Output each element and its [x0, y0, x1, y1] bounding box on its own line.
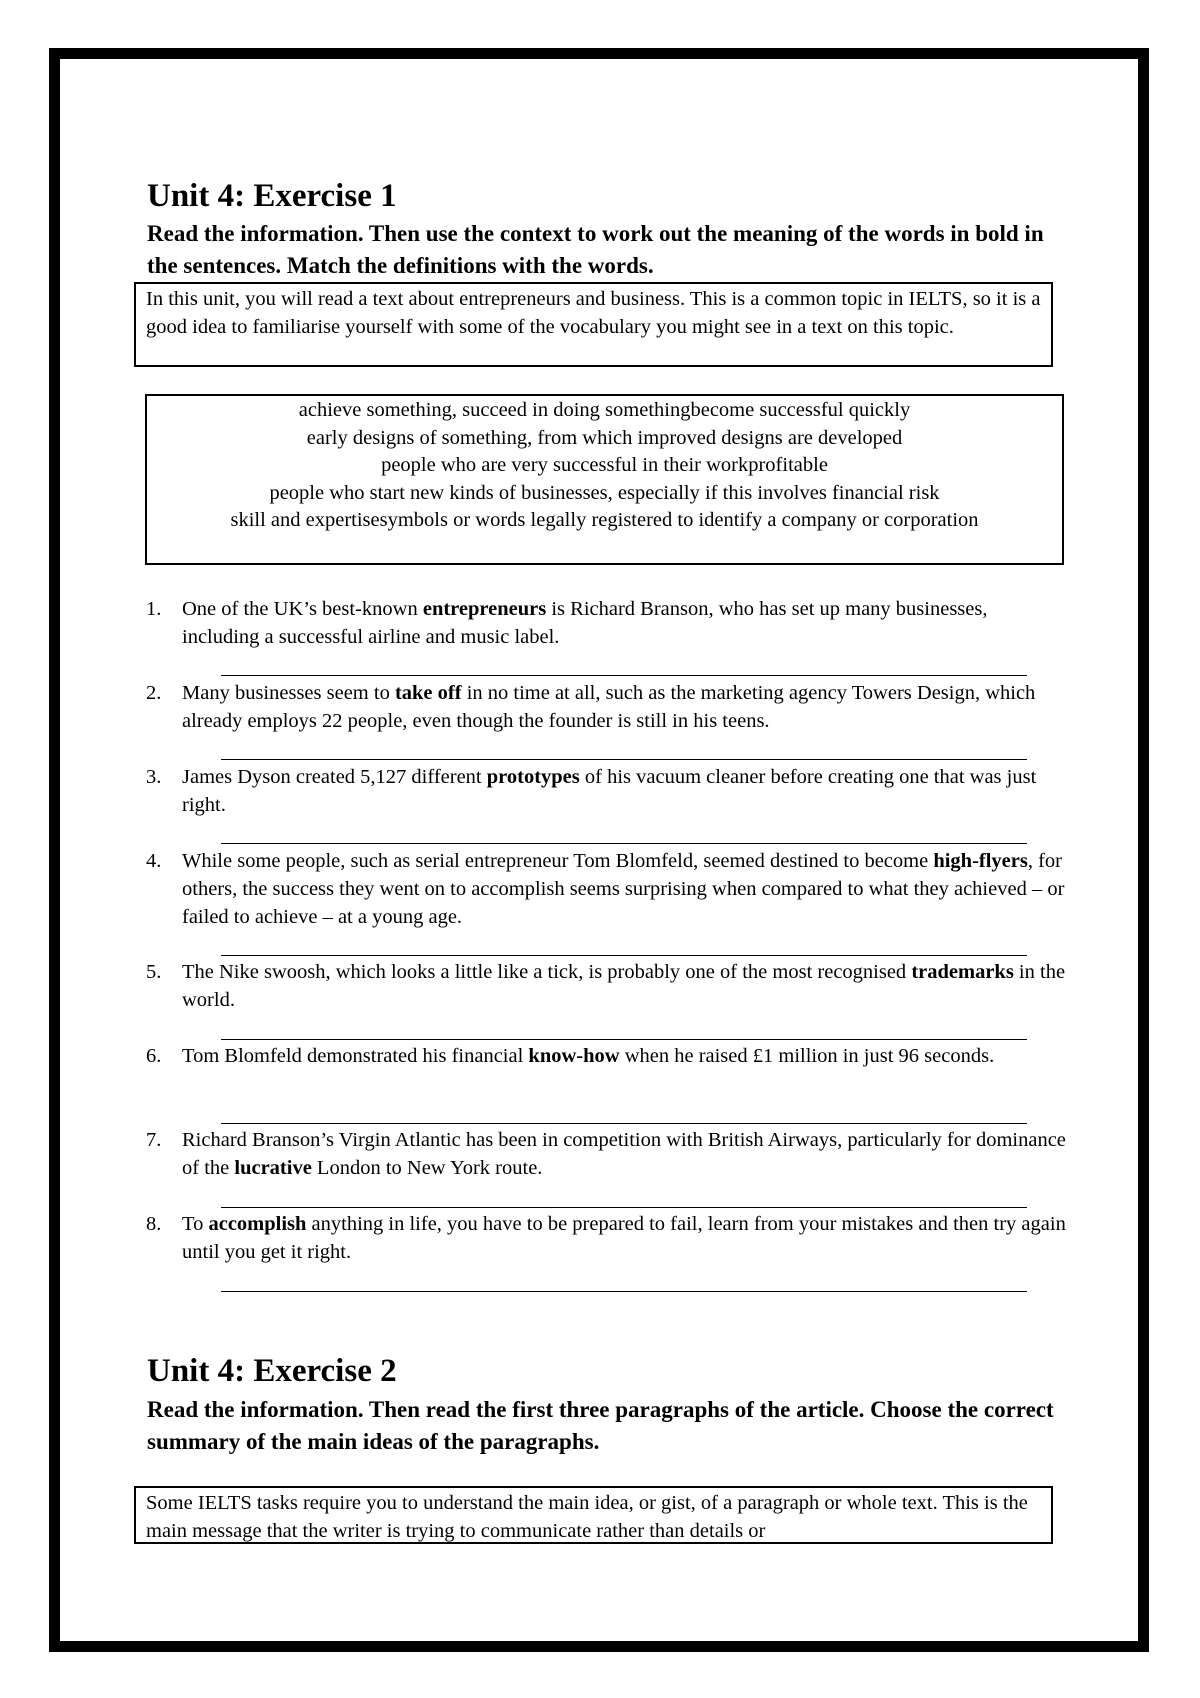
question-text: While some people, such as serial entrepreneur Tom Blomfeld, seemed destined to become [182, 850, 934, 872]
question-text: of his vacuum cleaner before creating one that was just right. [182, 766, 1037, 816]
question-number: 3. [146, 766, 162, 788]
exercise2-instruction: Read the information. Then read the first three paragraphs of the article. Choose the correct summary of the main ideas of the paragraphs. [147, 1397, 1054, 1454]
definition-item: profitable [748, 454, 828, 476]
question-keyword: trademarks [911, 961, 1014, 983]
exercise2-title: Unit 4: Exercise 2 [147, 1353, 397, 1389]
answer-line-7[interactable] [221, 1207, 1027, 1208]
question-text: The Nike swoosh, which looks a little like a tick, is probably one of the most recognised [182, 961, 912, 983]
exercise1-info-text: In this unit, you will read a text about entrepreneurs and business. This is a common topic in IELTS, so it is a good idea to familiarise yourself with some of the vocabulary you might see in a text on this topic. [146, 288, 1041, 338]
definition-item: achieve something, succeed in doing something [298, 399, 691, 421]
definitions-box [145, 394, 1064, 565]
exercise1-title: Unit 4: Exercise 1 [147, 178, 397, 214]
question-keyword: entrepreneurs [422, 598, 547, 620]
answer-line-5[interactable] [221, 1039, 1027, 1040]
question-text: is Richard Branson, who has set up many businesses, including a successful airline and music label. [182, 598, 988, 648]
answer-line-6[interactable] [221, 1123, 1027, 1124]
definition-item: people who are very successful in their work [381, 454, 749, 476]
question-text: London to New York route. [311, 1157, 543, 1179]
definition-item: skill and expertise [230, 509, 380, 531]
definition-item: early designs of something, from which improved designs are developed [306, 426, 903, 449]
answer-line-1[interactable] [221, 675, 1027, 676]
question-text: James Dyson created 5,127 different [182, 766, 487, 788]
question-number: 2. [146, 682, 162, 704]
answer-line-8[interactable] [221, 1291, 1027, 1292]
answer-line-3[interactable] [221, 843, 1027, 844]
question-keyword: take off [394, 682, 462, 704]
question-number: 4. [146, 850, 162, 872]
question-keyword: know-how [528, 1045, 620, 1067]
answer-line-2[interactable] [221, 759, 1027, 760]
question-text: Many businesses seem to [182, 682, 395, 704]
question-number: 1. [146, 598, 162, 620]
question-text: Richard Branson’s Virgin Atlantic has been in competition with British Airways, particularly for dominance of the [182, 1129, 1066, 1179]
question-keyword: lucrative [234, 1157, 312, 1179]
answer-line-4[interactable] [221, 955, 1027, 956]
definition-item: symbols or words legally registered to identify a company or corporation [379, 509, 979, 531]
question-number: 8. [146, 1213, 162, 1235]
question-keyword: accomplish [208, 1213, 307, 1235]
question-text: in no time at all, such as the marketing agency Towers Design, which already employs 22 people, even though the founder is still in his teens. [182, 682, 1036, 732]
question-text: Tom Blomfeld demonstrated his financial [182, 1045, 529, 1067]
question-number: 6. [146, 1045, 162, 1067]
question-number: 5. [146, 961, 162, 983]
exercise2-info-text: Some IELTS tasks require you to understand the main idea, or gist, of a paragraph or whole text. This is the main message that the writer is trying to communicate rather than details or [146, 1492, 1028, 1542]
question-text: when he raised £1 million in just 96 seconds. [619, 1045, 995, 1067]
exercise1-instruction: Read the information. Then use the context to work out the meaning of the words in bold in the sentences. Match the definitions with the words. [147, 221, 1044, 278]
exercise2-info-box [134, 1486, 1053, 1544]
question-text: in the world. [182, 961, 1066, 1011]
question-text: , for others, the success they went on to accomplish seems surprising when compared to what they achieved – or failed to achieve – at a young age. [182, 850, 1065, 928]
question-keyword: prototypes [486, 766, 580, 788]
question-number: 7. [146, 1129, 162, 1151]
question-text: One of the UK’s best-known [182, 598, 423, 620]
question-text: To [182, 1213, 209, 1235]
definition-item: people who start new kinds of businesses, especially if this involves financial risk [269, 481, 940, 504]
definition-item: become successful quickly [690, 399, 911, 421]
question-text: anything in life, you have to be prepared to fail, learn from your mistakes and then try again until you get it right. [182, 1213, 1066, 1263]
question-keyword: high-flyers [933, 850, 1028, 872]
exercise1-info-box [134, 282, 1053, 367]
